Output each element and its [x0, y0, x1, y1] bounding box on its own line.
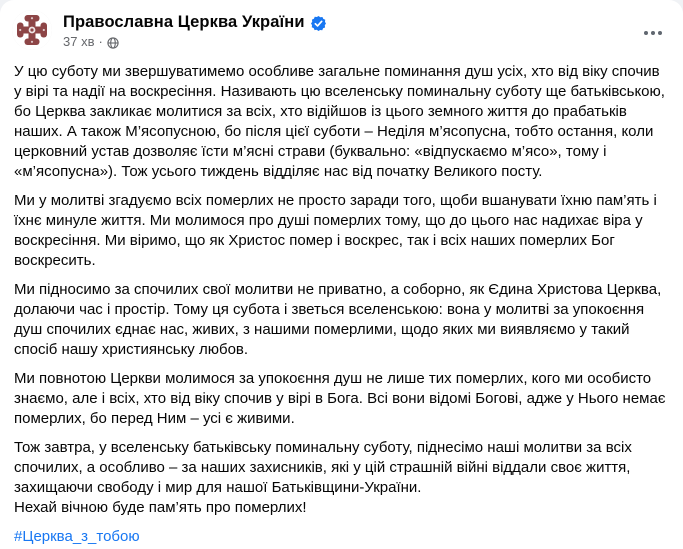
post-header	[0, 0, 683, 50]
header-text	[63, 10, 326, 50]
post-paragraph: Ми повнотою Церкви молимося за упокоєння душ не лише тих померлих, кого ми особисто знаємо, але і всіх, хто від віку спочив у вірі в Бога. Всі вони відомі Богові, адже у Нього немає померлих, бо перед Ним – усі є живими.	[14, 370, 666, 427]
verified-badge-icon	[311, 16, 326, 31]
page-name-row	[63, 12, 326, 33]
timestamp[interactable]: 37 хв	[63, 34, 95, 49]
globe-icon	[107, 37, 119, 49]
post-content	[0, 50, 683, 547]
hashtag-row	[14, 527, 670, 547]
hashtag-link[interactable]: #Церква_з_тобою	[14, 528, 140, 545]
post-paragraph: Тож завтра, у вселенську батьківську поминальну суботу, піднесімо наші молитви за всіх спочилих, а особливо – за наших захисників, які у цій страшній війні віддали своє життя, захищаючи свободу і мир для нашої Батьківщини-України.	[14, 439, 632, 496]
page-name[interactable]: Православна Церква України	[63, 13, 305, 31]
page-avatar[interactable]	[12, 10, 52, 50]
ornate-cross-emblem-icon	[12, 37, 52, 50]
post-meta	[63, 34, 326, 50]
more-options-button[interactable]	[637, 21, 669, 45]
ellipsis-icon	[644, 31, 648, 35]
post-paragraph: У цю суботу ми звершуватимемо особливе загальне поминання душ усіх, хто від віку спочив у вірі та надії на воскресіння. Називають цю вселенську поминальну суботу ще батьківською, бо Церква закликає молитися за всіх, хто відійшов із цього земного життя до прабатьків наших. А також М’ясопусною, бо після цієї суботи – Неділя м’ясопусна, тобто остання, коли церковний устав дозволяє їсти м’ясні страви (буквально: «відпускаємо м’ясо», тому і «м’ясопусна»). Тож усього тиждень відділяє нас від початку Великого посту.	[14, 63, 665, 180]
post-paragraph: Ми підносимо за спочилих свої молитви не приватно, а соборно, як Єдина Христова Церква, долаючи час і простір. Тому ця субота і зветься вселенською: вона у молитві за упокоєння душ спочилих єднає нас, живих, з нашими померлими, щодо яких ми виявляємо у такий спосіб нашу християнську любов.	[14, 281, 662, 358]
post-paragraph: Нехай вічною буде пам’ять про померлих!	[14, 499, 307, 516]
post-paragraph: Ми у молитві згадуємо всіх померлих не просто заради того, щоби вшанувати їхню пам’ять і їхнє минуле життя. Ми молимося про душі померлих тому, що до цього нас надихає віра у воскресіння. Ми віримо, що як Христос помер і воскрес, так і всіх наших померлих Бог воскресить.	[14, 192, 657, 269]
meta-separator: ·	[98, 34, 103, 49]
